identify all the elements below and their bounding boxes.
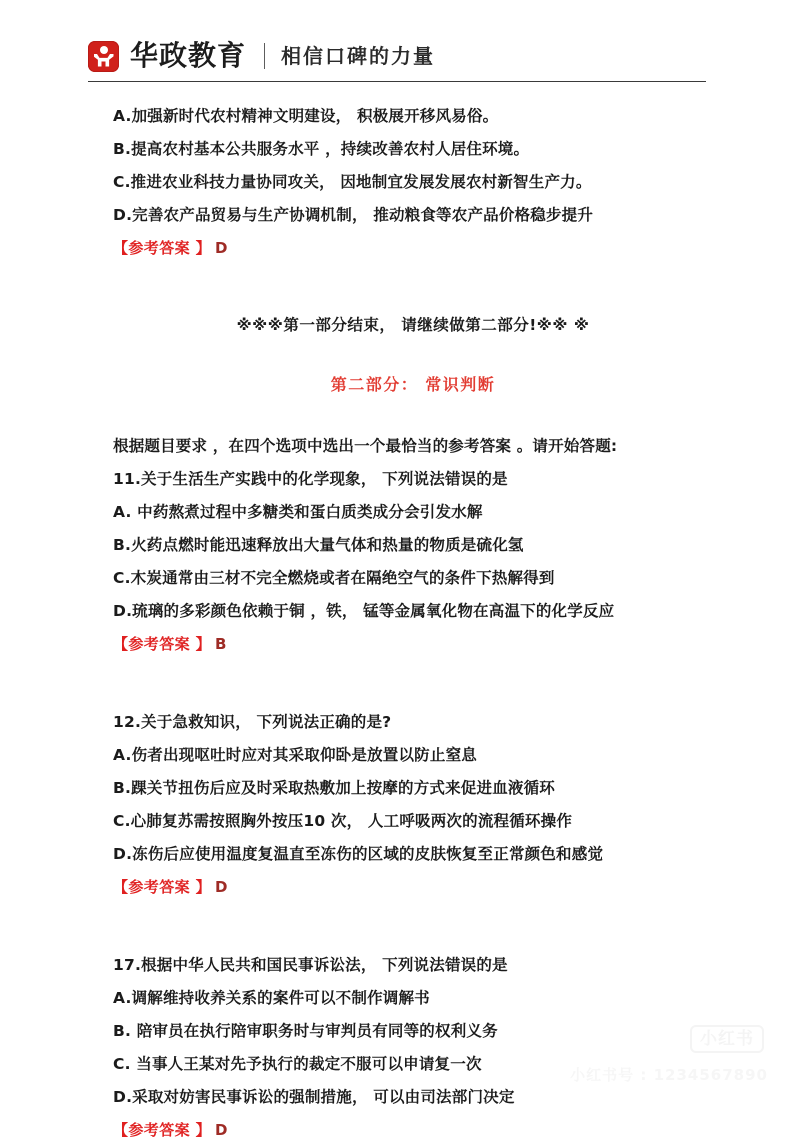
xiaohongshu-watermark-text: 小红书号 : 1234567890 — [570, 1066, 768, 1084]
document-content — [113, 100, 713, 1147]
answer-label: 【参考答案 】 — [113, 635, 212, 653]
option-line: D.完善农产品贸易与生产协调机制， 推动粮食等农产品价格稳步提升 — [113, 206, 594, 224]
option-line: D.采取对妨害民事诉讼的强制措施， 可以由司法部门决定 — [113, 1088, 515, 1106]
answer-line — [113, 628, 713, 661]
answer-letter: D — [215, 1121, 228, 1139]
option-line: C.木炭通常由三材不完全燃烧或者在隔绝空气的条件下热解得到 — [113, 569, 555, 587]
spacer — [113, 661, 713, 706]
option-line: C. 当事人王某对先予执行的裁定不服可以申请复一次 — [113, 1055, 482, 1073]
answer-label: 【参考答案 】 — [113, 239, 212, 257]
xiaohongshu-watermark-logo: 小红书 — [690, 1025, 764, 1053]
option-line: A.伤者出现呕吐时应对其采取仰卧是放置以防止窒息 — [113, 746, 477, 764]
answer-letter: B — [215, 635, 227, 653]
option-line: B.踝关节扭伤后应及时采取热敷加上按摩的方式来促进血液循环 — [113, 779, 556, 797]
option-line: D.冻伤后应使用温度复温直至冻伤的区域的皮肤恢复至正常颜色和感觉 — [113, 845, 604, 863]
header-divider — [88, 81, 706, 82]
child-with-raised-arms-logo-icon — [88, 41, 119, 72]
option-line: D.琉璃的多彩颜色依赖于铜 ，铁， 锰等金属氧化物在高温下的化学反应 — [113, 602, 615, 620]
answer-letter: D — [215, 239, 228, 257]
option-line: B.火药点燃时能迅速释放出大量气体和热量的物质是硫化氢 — [113, 536, 524, 554]
answer-line — [113, 871, 713, 904]
option-line: C.心肺复苏需按照胸外按压10 次， 人工呼吸两次的流程循环操作 — [113, 812, 573, 830]
answer-line — [113, 1114, 713, 1147]
logo-head-shape — [100, 46, 108, 54]
option-line: B.提高农村基本公共服务水平 ，持续改善农村人居住环境。 — [113, 140, 530, 158]
brand-tagline: 相信口碑的力量 — [281, 44, 436, 68]
part-end-notice: ※※※第一部分结束， 请继续做第二部分!※※ ※ — [236, 316, 590, 334]
part-title: 第二部分： 常识判断 — [330, 375, 496, 394]
option-line: A.调解维持收养关系的案件可以不制作调解书 — [113, 989, 430, 1007]
question-stem: 17.根据中华人民共和国民事诉讼法， 下列说法错误的是 — [113, 956, 508, 974]
question-stem: 11.关于生活生产实践中的化学现象， 下列说法错误的是 — [113, 470, 508, 488]
spacer — [113, 400, 713, 430]
logo-body-shape — [94, 54, 114, 67]
option-line: C.推进农业科技力量协同攻关， 因地制宜发展发展农村新智生产力。 — [113, 173, 592, 191]
answer-label: 【参考答案 】 — [113, 878, 212, 896]
answer-line — [113, 232, 713, 265]
answer-letter: D — [215, 878, 228, 896]
question-stem: 12.关于急救知识， 下列说法正确的是? — [113, 713, 392, 731]
spacer — [113, 904, 713, 949]
document-header — [88, 32, 706, 80]
instructions-line: 根据题目要求 ，在四个选项中选出一个最恰当的参考答案 。请开始答题: — [113, 437, 618, 455]
brand-separator — [264, 43, 265, 69]
spacer — [113, 340, 713, 370]
option-line: A.加强新时代农村精神文明建设， 积极展开移风易俗。 — [113, 107, 499, 125]
answer-label: 【参考答案 】 — [113, 1121, 212, 1139]
brand-name: 华政教育 — [130, 39, 247, 72]
spacer — [113, 265, 713, 310]
option-line: B. 陪审员在执行陪审职务时与审判员有同等的权利义务 — [113, 1022, 498, 1040]
option-line: A. 中药熬煮过程中多糖类和蛋白质类成分会引发水解 — [113, 503, 483, 521]
